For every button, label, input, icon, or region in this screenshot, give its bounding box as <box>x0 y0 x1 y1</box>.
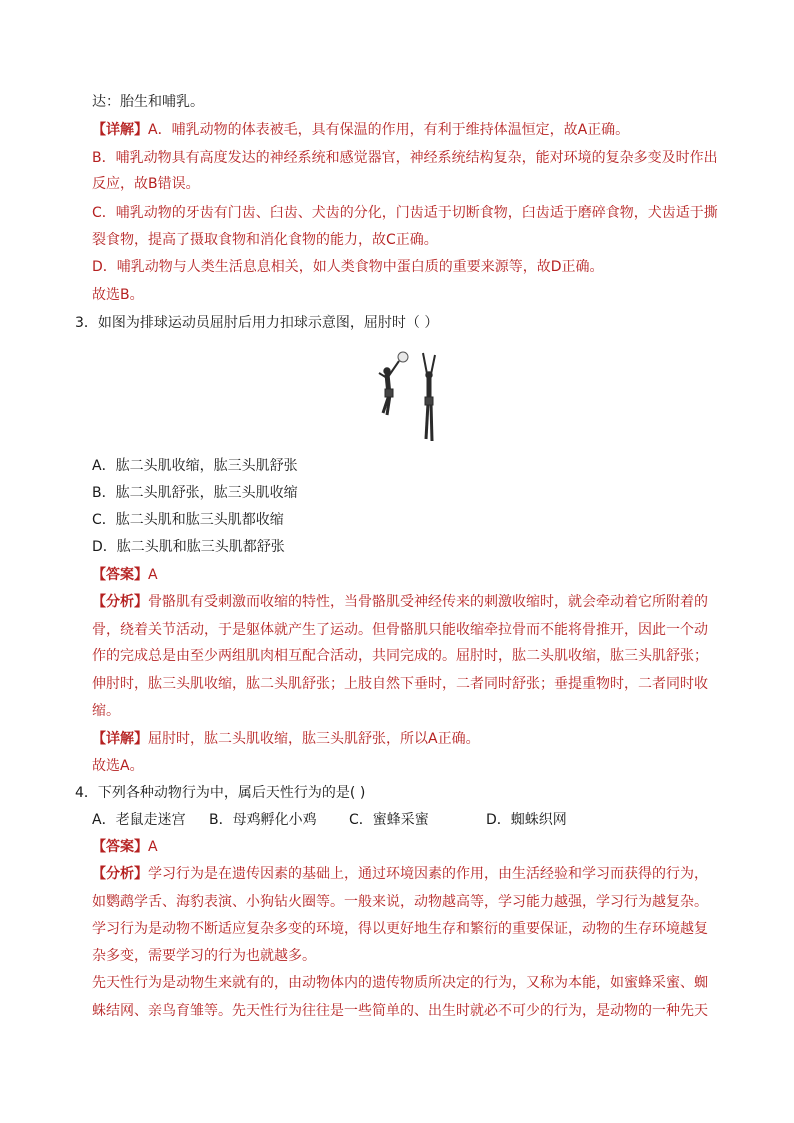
analysis-text: 学习行为是在遗传因素的基础上，通过环境因素的作用，由生活经验和学习而获得的行为， <box>148 866 708 882</box>
question-3-stem: 3．如图为排球运动员屈肘后用力扣球示意图，屈肘时（ ） <box>75 315 439 331</box>
text-line: D．哺乳动物与人类生活息息相关，如人类食物中蛋白质的重要来源等，故D正确。 <box>92 259 604 275</box>
analysis-line: 骨，绕着关节活动，于是躯体就产生了运动。但骨骼肌只能收缩牵拉骨而不能将骨推开，因此一个动 <box>92 622 708 638</box>
conclusion-line: 故选A。 <box>92 758 144 774</box>
analysis-line: 伸肘时，肱三头肌收缩，肱二头肌舒张；上肢自然下垂时，二者同时舒张；垂提重物时，二者同时收 <box>92 676 708 692</box>
option-d: D．肱二头肌和肱三头肌都舒张 <box>92 539 285 555</box>
option-c: C．肱二头肌和肱三头肌都收缩 <box>92 512 284 528</box>
detail-tag: 【详解】 <box>92 122 148 138</box>
analysis-tag: 【分析】 <box>92 594 148 610</box>
answer-line <box>92 837 158 857</box>
analysis-line: 缩。 <box>92 703 120 719</box>
text-line: 达：胎生和哺乳。 <box>92 94 204 110</box>
volleyball-icon <box>398 352 408 362</box>
analysis-line <box>92 864 708 884</box>
option-b: B．母鸡孵化小鸡 <box>209 812 317 828</box>
analysis-line: 作的完成总是由至少两组肌肉相互配合活动，共同完成的。屈肘时，肱二头肌收缩，肱三头肌舒张； <box>92 648 708 664</box>
analysis-line: 学习行为是动物不断适应复杂多变的环境，得以更好地生存和繁衍的重要保证，动物的生存环境越复 <box>92 921 708 937</box>
analysis-line <box>92 592 708 612</box>
detail-line <box>92 729 480 749</box>
question-4-stem: 4．下列各种动物行为中，属后天性行为的是( ) <box>75 785 366 801</box>
option-d: D．蜘蛛织网 <box>486 812 567 828</box>
answer-tag: 【答案】 <box>92 839 148 855</box>
text-line: 反应，故B错误。 <box>92 176 200 192</box>
option-a: A．老鼠走迷宫 <box>92 812 186 828</box>
analysis-line: 如鹦鹉学舌、海豹表演、小狗钻火圈等。一般来说，动物越高等，学习能力越强，学习行为越复杂。 <box>92 894 708 910</box>
option-a: A．肱二头肌收缩，肱三头肌舒张 <box>92 458 298 474</box>
answer-line <box>92 565 158 585</box>
answer-tag: 【答案】 <box>92 567 148 583</box>
analysis-line: 蛛结网、亲鸟育雏等。先天性行为往往是一些简单的、出生时就必不可少的行为，是动物的一种先天 <box>92 1003 708 1019</box>
analysis-text: 骨骼肌有受刺激而收缩的特性，当骨骼肌受神经传来的刺激收缩时，就会牵动着它所附着的 <box>148 594 708 610</box>
detail-text: A．哺乳动物的体表被毛，具有保温的作用，有利于维持体温恒定，故A正确。 <box>148 122 630 138</box>
conclusion-line: 故选B。 <box>92 287 144 303</box>
volleyball-players-figure <box>365 347 445 449</box>
text-line: C．哺乳动物的牙齿有门齿、臼齿、犬齿的分化，门齿适于切断食物，臼齿适于磨碎食物，犬齿适于撕 <box>92 205 718 221</box>
text-line: 裂食物，提高了摄取食物和消化食物的能力，故C正确。 <box>92 232 438 248</box>
player-left-figure <box>379 361 399 415</box>
answer-value: A <box>148 839 158 855</box>
analysis-line: 先天性行为是动物生来就有的，由动物体内的遗传物质所决定的行为，又称为本能，如蜜蜂采蜜、蜘 <box>92 975 708 991</box>
text-line: B．哺乳动物具有高度发达的神经系统和感觉器官，神经系统结构复杂，能对环境的复杂多变及时作出 <box>92 150 718 166</box>
detail-tag: 【详解】 <box>92 731 148 747</box>
analysis-tag: 【分析】 <box>92 866 148 882</box>
option-b: B．肱二头肌舒张，肱三头肌收缩 <box>92 485 298 501</box>
option-c: C．蜜蜂采蜜 <box>349 812 429 828</box>
answer-value: A <box>148 567 158 583</box>
detail-line <box>92 120 629 140</box>
detail-text: 屈肘时，肱二头肌收缩，肱三头肌舒张，所以A正确。 <box>148 731 480 747</box>
player-right-figure <box>423 353 435 441</box>
analysis-line: 杂多变，需要学习的行为也就越多。 <box>92 948 316 964</box>
